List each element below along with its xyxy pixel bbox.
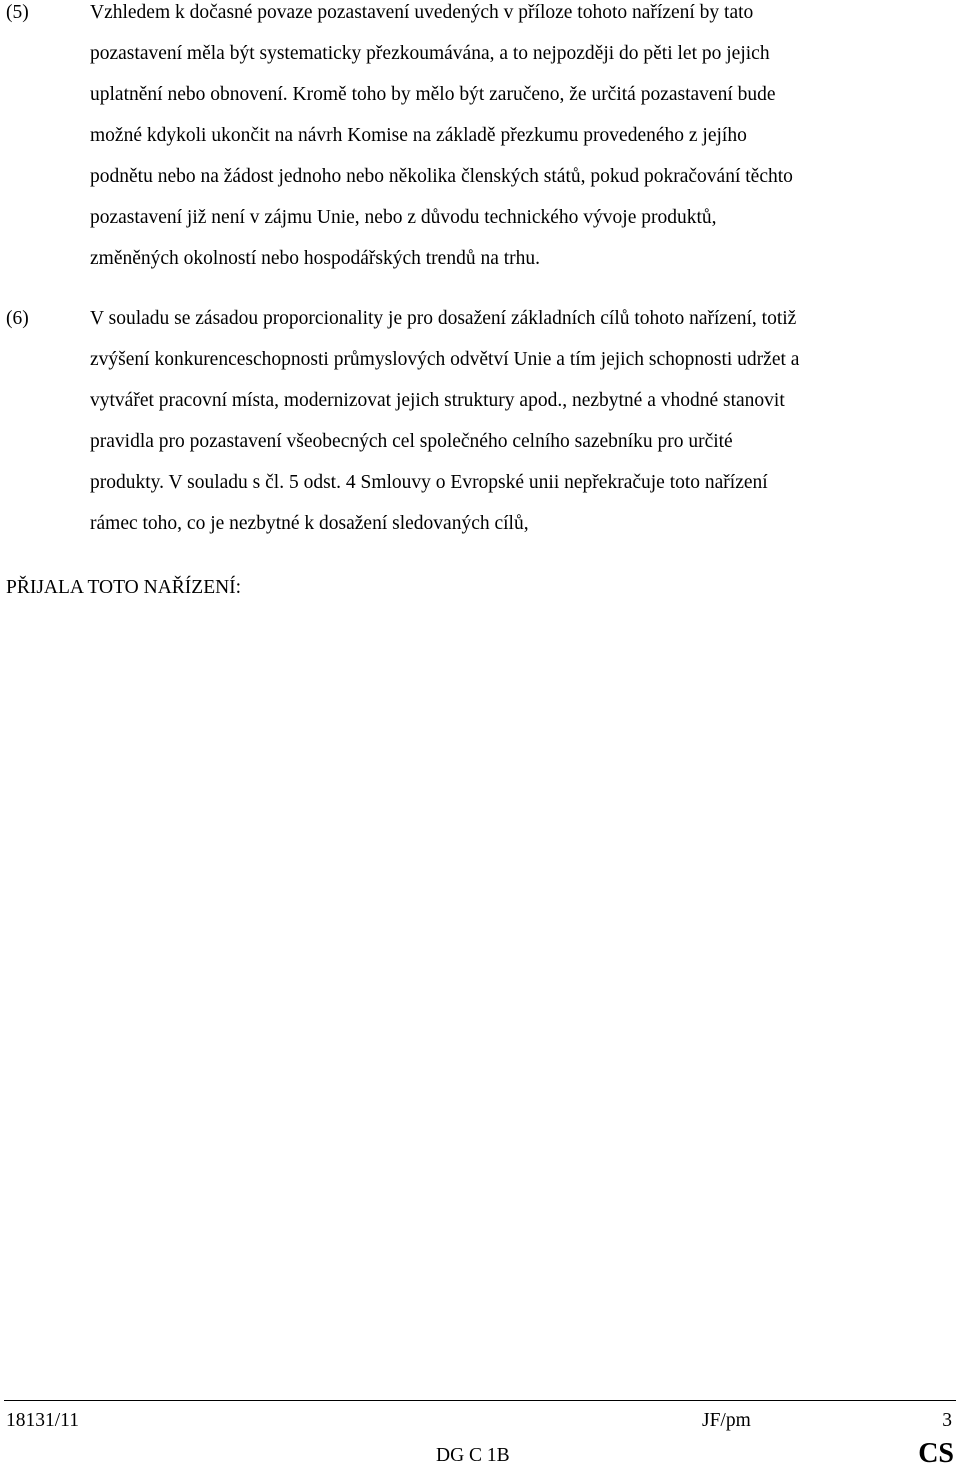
footer-divider — [4, 1400, 956, 1401]
text-line: změněných okolností nebo hospodářských trendů na trhu. — [90, 248, 541, 269]
text-line: rámec toho, co je nezbytné k dosažení sledovaných cílů, — [90, 513, 529, 534]
text-line: uplatnění nebo obnovení. Kromě toho by mělo být zaručeno, že určitá pozastavení bude — [90, 84, 776, 105]
text-line: pravidla pro pozastavení všeobecných cel společného celního sazebníku pro určité — [90, 431, 733, 452]
text-line: podnětu nebo na žádost jednoho nebo několika členských států, pokud pokračování těchto — [90, 166, 793, 187]
text-line: pozastavení měla být systematicky přezkoumávána, a to nejpozději do pěti let po jejich — [90, 43, 770, 64]
text-line: možné kdykoli ukončit na návrh Komise na základě přezkumu provedeného z jejího — [90, 125, 747, 146]
text-line: Vzhledem k dočasné povaze pozastavení uvedených v příloze tohoto nařízení by tato — [90, 2, 754, 23]
text-line: zvýšení konkurenceschopnosti průmyslových odvětví Unie a tím jejich schopnosti udržet a — [90, 349, 800, 370]
recital-text — [90, 0, 956, 279]
text-line: produkty. V souladu s čl. 5 odst. 4 Smlouvy o Evropské unii nepřekračuje toto nařízení — [90, 472, 768, 493]
footer-language-code: CS — [918, 1438, 954, 1469]
footer-department: DG C 1B — [436, 1445, 510, 1466]
footer-page-number: 3 — [942, 1410, 952, 1431]
footer-doc-number: 18131/11 — [6, 1410, 79, 1431]
text-line: vytvářet pracovní místa, modernizovat jejich struktury apod., nezbytné a vhodné stanovit — [90, 390, 785, 411]
text-line: V souladu se zásadou proporcionality je pro dosažení základních cílů tohoto nařízení, totiž — [90, 308, 797, 329]
text-line: pozastavení již není v zájmu Unie, nebo z důvodu technického vývoje produktů, — [90, 207, 717, 228]
footer-initials: JF/pm — [702, 1410, 751, 1431]
recital-text — [90, 298, 956, 544]
recital-number: (6) — [6, 308, 29, 329]
recital-number: (5) — [6, 2, 29, 23]
adoption-formula: PŘIJALA TOTO NAŘÍZENÍ: — [6, 577, 242, 598]
